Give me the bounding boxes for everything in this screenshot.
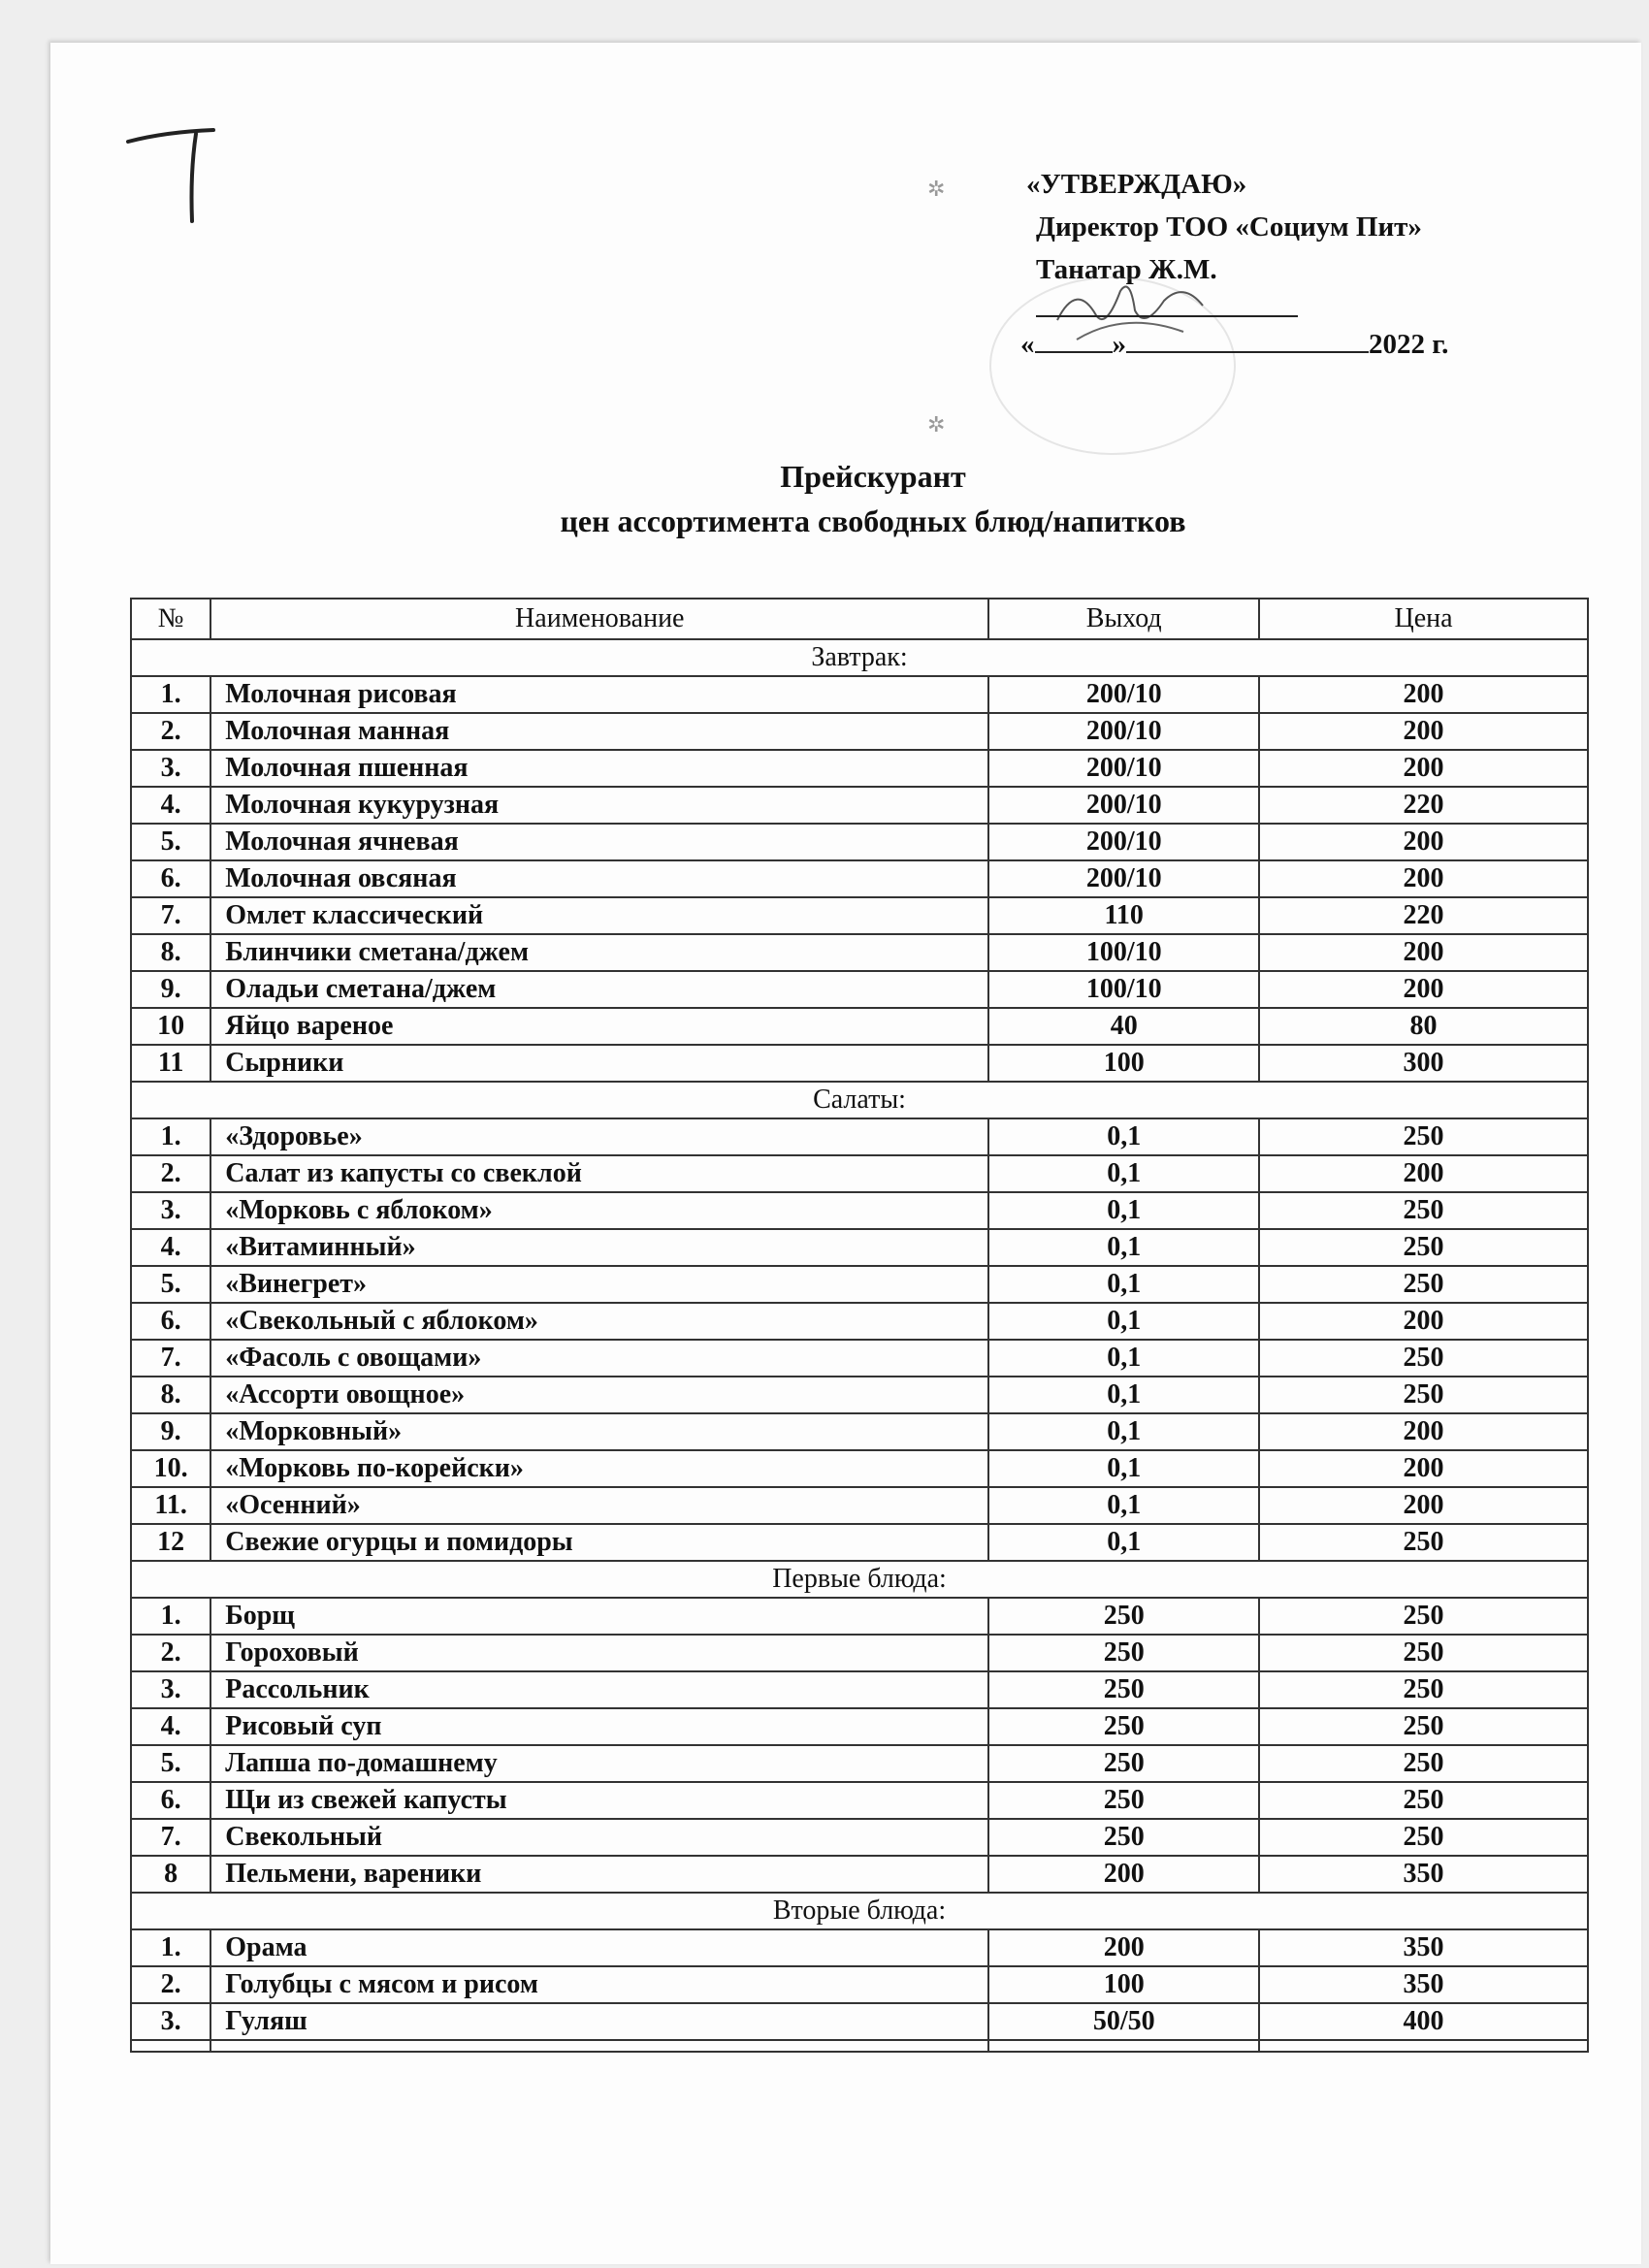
dish-price: 250 (1259, 1229, 1588, 1266)
dish-price: 250 (1259, 1524, 1588, 1561)
table-row (131, 934, 1588, 971)
section-title: Завтрак: (131, 639, 1588, 676)
dish-name: «Морковь с яблоком» (210, 1192, 988, 1229)
dish-name: Молочная овсяная (210, 860, 988, 897)
row-number: 1. (131, 1929, 210, 1966)
dish-name: Молочная пшенная (210, 750, 988, 787)
dish-price: 250 (1259, 1340, 1588, 1377)
dish-yield: 0,1 (988, 1303, 1259, 1340)
dish-name: Борщ (210, 1598, 988, 1635)
table-row (131, 1487, 1588, 1524)
table-row (131, 824, 1588, 860)
table-row (131, 1008, 1588, 1045)
section-row (131, 1561, 1588, 1598)
row-number: 8. (131, 934, 210, 971)
row-number: 12 (131, 1524, 210, 1561)
dish-name: Молочная манная (210, 713, 988, 750)
table-row (131, 676, 1588, 713)
dish-yield: 200/10 (988, 824, 1259, 860)
section-row (131, 639, 1588, 676)
dish-yield: 250 (988, 1745, 1259, 1782)
dish-name: Свекольный (210, 1819, 988, 1856)
dish-name: «Морковь по-корейски» (210, 1450, 988, 1487)
dish-yield: 0,1 (988, 1266, 1259, 1303)
dish-price: 250 (1259, 1635, 1588, 1671)
dish-name: Гуляш (210, 2003, 988, 2040)
table-row (131, 1819, 1588, 1856)
dish-name: Молочная рисовая (210, 676, 988, 713)
row-number: 8. (131, 1377, 210, 1413)
row-number: 10. (131, 1450, 210, 1487)
table-row (131, 1045, 1588, 1082)
dish-price: 250 (1259, 1598, 1588, 1635)
row-number: 6. (131, 860, 210, 897)
dish-price: 200 (1259, 1413, 1588, 1450)
dish-name: «Здоровье» (210, 1118, 988, 1155)
dish-name: «Фасоль с овощами» (210, 1340, 988, 1377)
table-row (131, 1745, 1588, 1782)
dish-price: 250 (1259, 1819, 1588, 1856)
dish-yield: 0,1 (988, 1524, 1259, 1561)
dish-price: 200 (1259, 713, 1588, 750)
dish-name: Яйцо вареное (210, 1008, 988, 1045)
dish-name: Молочная ячневая (210, 824, 988, 860)
dish-name: Лапша по-домашнему (210, 1745, 988, 1782)
empty-cell (131, 2040, 210, 2052)
table-row (131, 1155, 1588, 1192)
header-price: Цена (1259, 599, 1588, 639)
table-continuation-row (131, 2040, 1588, 2052)
dish-price: 200 (1259, 1450, 1588, 1487)
date-open-quote: « (1020, 329, 1035, 360)
dish-yield: 110 (988, 897, 1259, 934)
dish-yield: 0,1 (988, 1450, 1259, 1487)
table-row (131, 1450, 1588, 1487)
dish-yield: 0,1 (988, 1377, 1259, 1413)
table-row (131, 1966, 1588, 2003)
section-row (131, 1082, 1588, 1118)
signature-line (1036, 315, 1298, 317)
dish-name: Пельмени, вареники (210, 1856, 988, 1893)
table-row (131, 860, 1588, 897)
table-row (131, 713, 1588, 750)
table-row (131, 1598, 1588, 1635)
table-row (131, 1782, 1588, 1819)
table-row (131, 750, 1588, 787)
approval-heading: «УТВЕРЖДАЮ» (1026, 169, 1247, 200)
approval-person: Танатар Ж.М. (1036, 254, 1217, 285)
table-row (131, 1377, 1588, 1413)
dish-price: 200 (1259, 934, 1588, 971)
handwritten-mark (126, 124, 223, 231)
dish-yield: 100 (988, 1966, 1259, 2003)
row-number: 4. (131, 787, 210, 824)
table-row (131, 1340, 1588, 1377)
empty-cell (988, 2040, 1259, 2052)
row-number: 3. (131, 1192, 210, 1229)
row-number: 2. (131, 1635, 210, 1671)
dish-yield: 200/10 (988, 787, 1259, 824)
row-number: 7. (131, 897, 210, 934)
section-row (131, 1893, 1588, 1929)
dish-yield: 200/10 (988, 676, 1259, 713)
row-number: 7. (131, 1819, 210, 1856)
section-title: Вторые блюда: (131, 1893, 1588, 1929)
dish-yield: 0,1 (988, 1155, 1259, 1192)
dish-price: 220 (1259, 787, 1588, 824)
dish-yield: 200 (988, 1929, 1259, 1966)
dish-price: 250 (1259, 1377, 1588, 1413)
scan-speck: ✲ (927, 177, 946, 201)
dish-name: Рассольник (210, 1671, 988, 1708)
dish-price: 200 (1259, 1487, 1588, 1524)
table-row (131, 897, 1588, 934)
table-row (131, 971, 1588, 1008)
table-row (131, 1524, 1588, 1561)
row-number: 3. (131, 750, 210, 787)
row-number: 4. (131, 1708, 210, 1745)
dish-yield: 250 (988, 1635, 1259, 1671)
dish-name: Салат из капусты со свеклой (210, 1155, 988, 1192)
dish-name: Гороховый (210, 1635, 988, 1671)
table-row (131, 1708, 1588, 1745)
empty-cell (210, 2040, 988, 2052)
dish-yield: 100/10 (988, 971, 1259, 1008)
table-row (131, 1671, 1588, 1708)
dish-name: «Ассорти овощное» (210, 1377, 988, 1413)
table-body (131, 639, 1588, 2052)
dish-name: Орама (210, 1929, 988, 1966)
row-number: 11. (131, 1487, 210, 1524)
dish-price: 200 (1259, 971, 1588, 1008)
dish-price: 400 (1259, 2003, 1588, 2040)
dish-yield: 250 (988, 1708, 1259, 1745)
dish-yield: 50/50 (988, 2003, 1259, 2040)
date-year: 2022 г. (1369, 329, 1449, 360)
dish-yield: 100 (988, 1045, 1259, 1082)
dish-price: 200 (1259, 1303, 1588, 1340)
row-number: 4. (131, 1229, 210, 1266)
row-number: 6. (131, 1303, 210, 1340)
header-name: Наименование (210, 599, 988, 639)
row-number: 9. (131, 971, 210, 1008)
table-header-row (131, 599, 1588, 639)
dish-yield: 0,1 (988, 1229, 1259, 1266)
dish-yield: 250 (988, 1819, 1259, 1856)
dish-price: 250 (1259, 1782, 1588, 1819)
dish-yield: 200/10 (988, 713, 1259, 750)
header-number: № (131, 599, 210, 639)
month-blank (1126, 328, 1369, 353)
dish-name: Сырники (210, 1045, 988, 1082)
dish-name: Омлет классический (210, 897, 988, 934)
table-row (131, 1266, 1588, 1303)
dish-yield: 200/10 (988, 750, 1259, 787)
dish-name: «Винегрет» (210, 1266, 988, 1303)
dish-price: 200 (1259, 1155, 1588, 1192)
title-line-2: цен ассортимента свободных блюд/напитков (560, 503, 1186, 538)
dish-yield: 0,1 (988, 1487, 1259, 1524)
approval-date (1020, 328, 1448, 361)
empty-cell (1259, 2040, 1588, 2052)
dish-yield: 40 (988, 1008, 1259, 1045)
dish-name: «Свекольный с яблоком» (210, 1303, 988, 1340)
table-row (131, 1303, 1588, 1340)
day-blank (1035, 328, 1113, 353)
dish-price: 220 (1259, 897, 1588, 934)
row-number: 7. (131, 1340, 210, 1377)
dish-price: 200 (1259, 860, 1588, 897)
section-title: Первые блюда: (131, 1561, 1588, 1598)
dish-yield: 250 (988, 1671, 1259, 1708)
table-row (131, 1229, 1588, 1266)
row-number: 1. (131, 1598, 210, 1635)
dish-yield: 250 (988, 1598, 1259, 1635)
dish-price: 350 (1259, 1966, 1588, 2003)
dish-name: Молочная кукурузная (210, 787, 988, 824)
dish-price: 200 (1259, 824, 1588, 860)
dish-yield: 0,1 (988, 1192, 1259, 1229)
dish-price: 250 (1259, 1671, 1588, 1708)
dish-price: 200 (1259, 676, 1588, 713)
table-row (131, 1192, 1588, 1229)
row-number: 10 (131, 1008, 210, 1045)
header-yield: Выход (988, 599, 1259, 639)
dish-price: 250 (1259, 1708, 1588, 1745)
document-title (0, 454, 1649, 543)
dish-name: Рисовый суп (210, 1708, 988, 1745)
dish-price: 250 (1259, 1266, 1588, 1303)
dish-yield: 250 (988, 1782, 1259, 1819)
table-row (131, 1929, 1588, 1966)
dish-name: Свежие огурцы и помидоры (210, 1524, 988, 1561)
dish-name: Оладьи сметана/джем (210, 971, 988, 1008)
table-row (131, 1118, 1588, 1155)
row-number: 2. (131, 1155, 210, 1192)
row-number: 11 (131, 1045, 210, 1082)
dish-name: Блинчики сметана/джем (210, 934, 988, 971)
row-number: 9. (131, 1413, 210, 1450)
dish-name: «Осенний» (210, 1487, 988, 1524)
row-number: 3. (131, 2003, 210, 2040)
table-row (131, 1413, 1588, 1450)
table-row (131, 1635, 1588, 1671)
dish-yield: 200 (988, 1856, 1259, 1893)
table-row (131, 1856, 1588, 1893)
dish-price: 200 (1259, 750, 1588, 787)
row-number: 1. (131, 1118, 210, 1155)
row-number: 6. (131, 1782, 210, 1819)
row-number: 5. (131, 824, 210, 860)
dish-name: «Витаминный» (210, 1229, 988, 1266)
row-number: 2. (131, 1966, 210, 2003)
scan-speck: ✲ (927, 412, 946, 437)
table-row (131, 2003, 1588, 2040)
dish-price: 250 (1259, 1192, 1588, 1229)
dish-yield: 200/10 (988, 860, 1259, 897)
row-number: 3. (131, 1671, 210, 1708)
dish-name: «Морковный» (210, 1413, 988, 1450)
row-number: 8 (131, 1856, 210, 1893)
dish-yield: 0,1 (988, 1118, 1259, 1155)
dish-yield: 0,1 (988, 1413, 1259, 1450)
row-number: 5. (131, 1745, 210, 1782)
dish-yield: 100/10 (988, 934, 1259, 971)
dish-price: 300 (1259, 1045, 1588, 1082)
row-number: 2. (131, 713, 210, 750)
dish-price: 350 (1259, 1856, 1588, 1893)
dish-name: Голубцы с мясом и рисом (210, 1966, 988, 2003)
table-row (131, 787, 1588, 824)
dish-price: 80 (1259, 1008, 1588, 1045)
dish-price: 350 (1259, 1929, 1588, 1966)
approval-position: Директор ТОО «Социум Пит» (1036, 211, 1422, 243)
date-close-quote: » (1112, 329, 1126, 360)
row-number: 5. (131, 1266, 210, 1303)
section-title: Салаты: (131, 1082, 1588, 1118)
dish-price: 250 (1259, 1745, 1588, 1782)
row-number: 1. (131, 676, 210, 713)
title-line-1: Прейскурант (780, 459, 966, 494)
dish-price: 250 (1259, 1118, 1588, 1155)
price-table (130, 598, 1589, 2053)
dish-name: Щи из свежей капусты (210, 1782, 988, 1819)
dish-yield: 0,1 (988, 1340, 1259, 1377)
